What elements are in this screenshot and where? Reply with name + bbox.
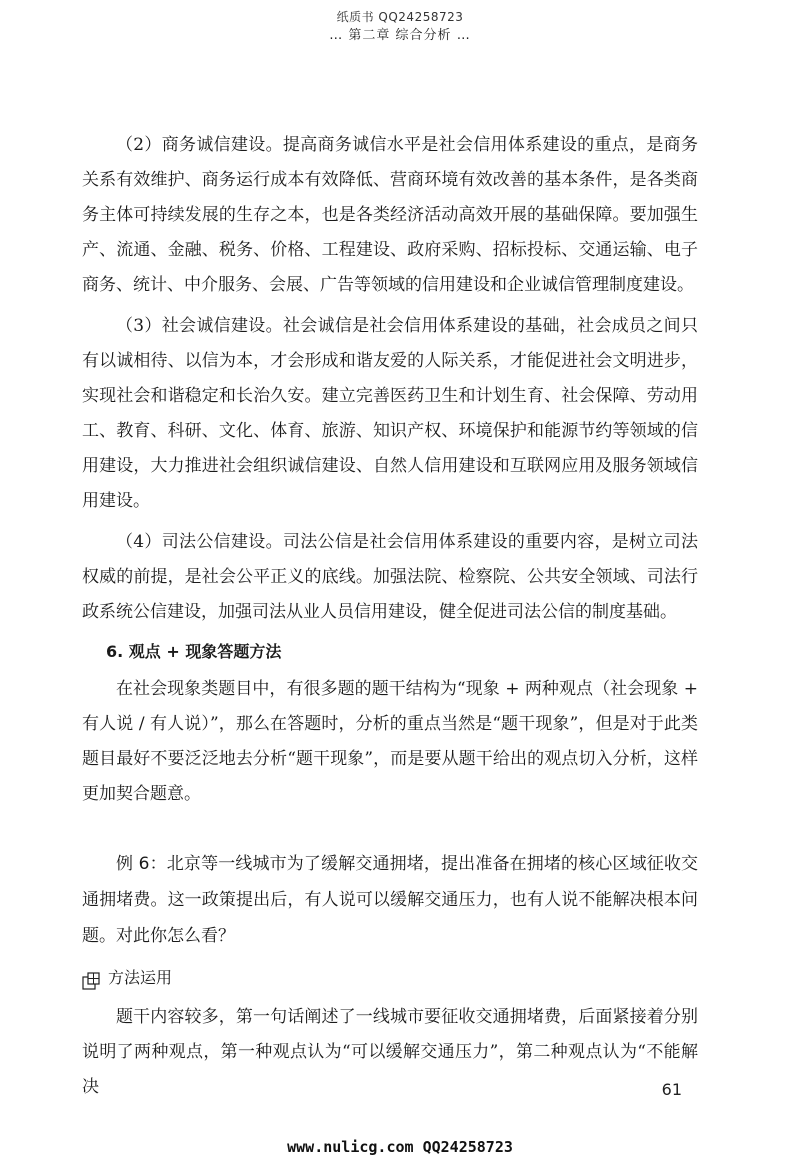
method-heading [82, 962, 698, 994]
section-paragraph: 在社会现象类题目中，有很多题的题干结构为“现象 + 两种观点（社会现象 + 有人说 / 有人说）”，那么在答题时，分析的重点当然是“题干现象”，但是对于此类题目最好不要泛泛地去分析“题干现象”，而是要从题干给出的观点切入分析，这样更加契合题意。 [82, 679, 698, 804]
paragraph-business-credit: （2）商务诚信建设。提高商务诚信水平是社会信用体系建设的重点，是商务关系有效维护、商务运行成本有效降低、营商环境有效改善的基本条件，是各类商务主体可持续发展的生存之本，也是各类经济活动高效开展的基础保障。要加强生产、流通、金融、税务、价格、工程建设、政府采购、招标投标、交通运输、电子商务、统计、中介服务、会展、广告等领域的信用建设和企业诚信管理制度建设。 [82, 135, 698, 295]
paragraph-judicial-credit: （4）司法公信建设。司法公信是社会信用体系建设的重要内容，是树立司法权威的前提，是社会公平正义的底线。加强法院、检察院、公共安全领域、司法行政系统公信建设，加强司法从业人员信用建设，健全促进司法公信的制度基础。 [82, 532, 698, 622]
page-content [82, 128, 698, 1111]
method-paragraph: 题干内容较多，第一句话阐述了一线城市要征收交通拥堵费，后面紧接着分别说明了两种观点，第一种观点认为“可以缓解交通压力”，第二种观点认为“不能解决 [82, 1007, 698, 1097]
footer-url: www.nulicg.com QQ24258723 [287, 1138, 513, 1156]
chapter-title: … 第二章 综合分析 … [329, 28, 471, 43]
section-heading: 6. 观点 + 现象答题方法 [106, 642, 282, 661]
method-icon [82, 969, 100, 987]
method-heading-label: 方法运用 [108, 968, 173, 987]
paragraph-social-credit: （3）社会诚信建设。社会诚信是社会信用体系建设的基础，社会成员之间只有以诚相待、以信为本，才会形成和谐友爱的人际关系，才能促进社会文明进步，实现社会和谐稳定和长治久安。建立完善医药卫生和计划生育、社会保障、劳动用工、教育、科研、文化、体育、旅游、知识产权、环境保护和能源节约等领域的信用建设，大力推进社会组织诚信建设、自然人信用建设和互联网应用及服务领域信用建设。 [82, 316, 698, 511]
header-watermark: 纸质书 QQ24258723 [336, 10, 464, 24]
page-number: 61 [661, 1080, 682, 1099]
example-question: 例 6：北京等一线城市为了缓解交通拥堵，提出准备在拥堵的核心区域征收交通拥堵费。这一政策提出后，有人说可以缓解交通压力，也有人说不能解决根本问题。对此你怎么看？ [82, 854, 698, 946]
